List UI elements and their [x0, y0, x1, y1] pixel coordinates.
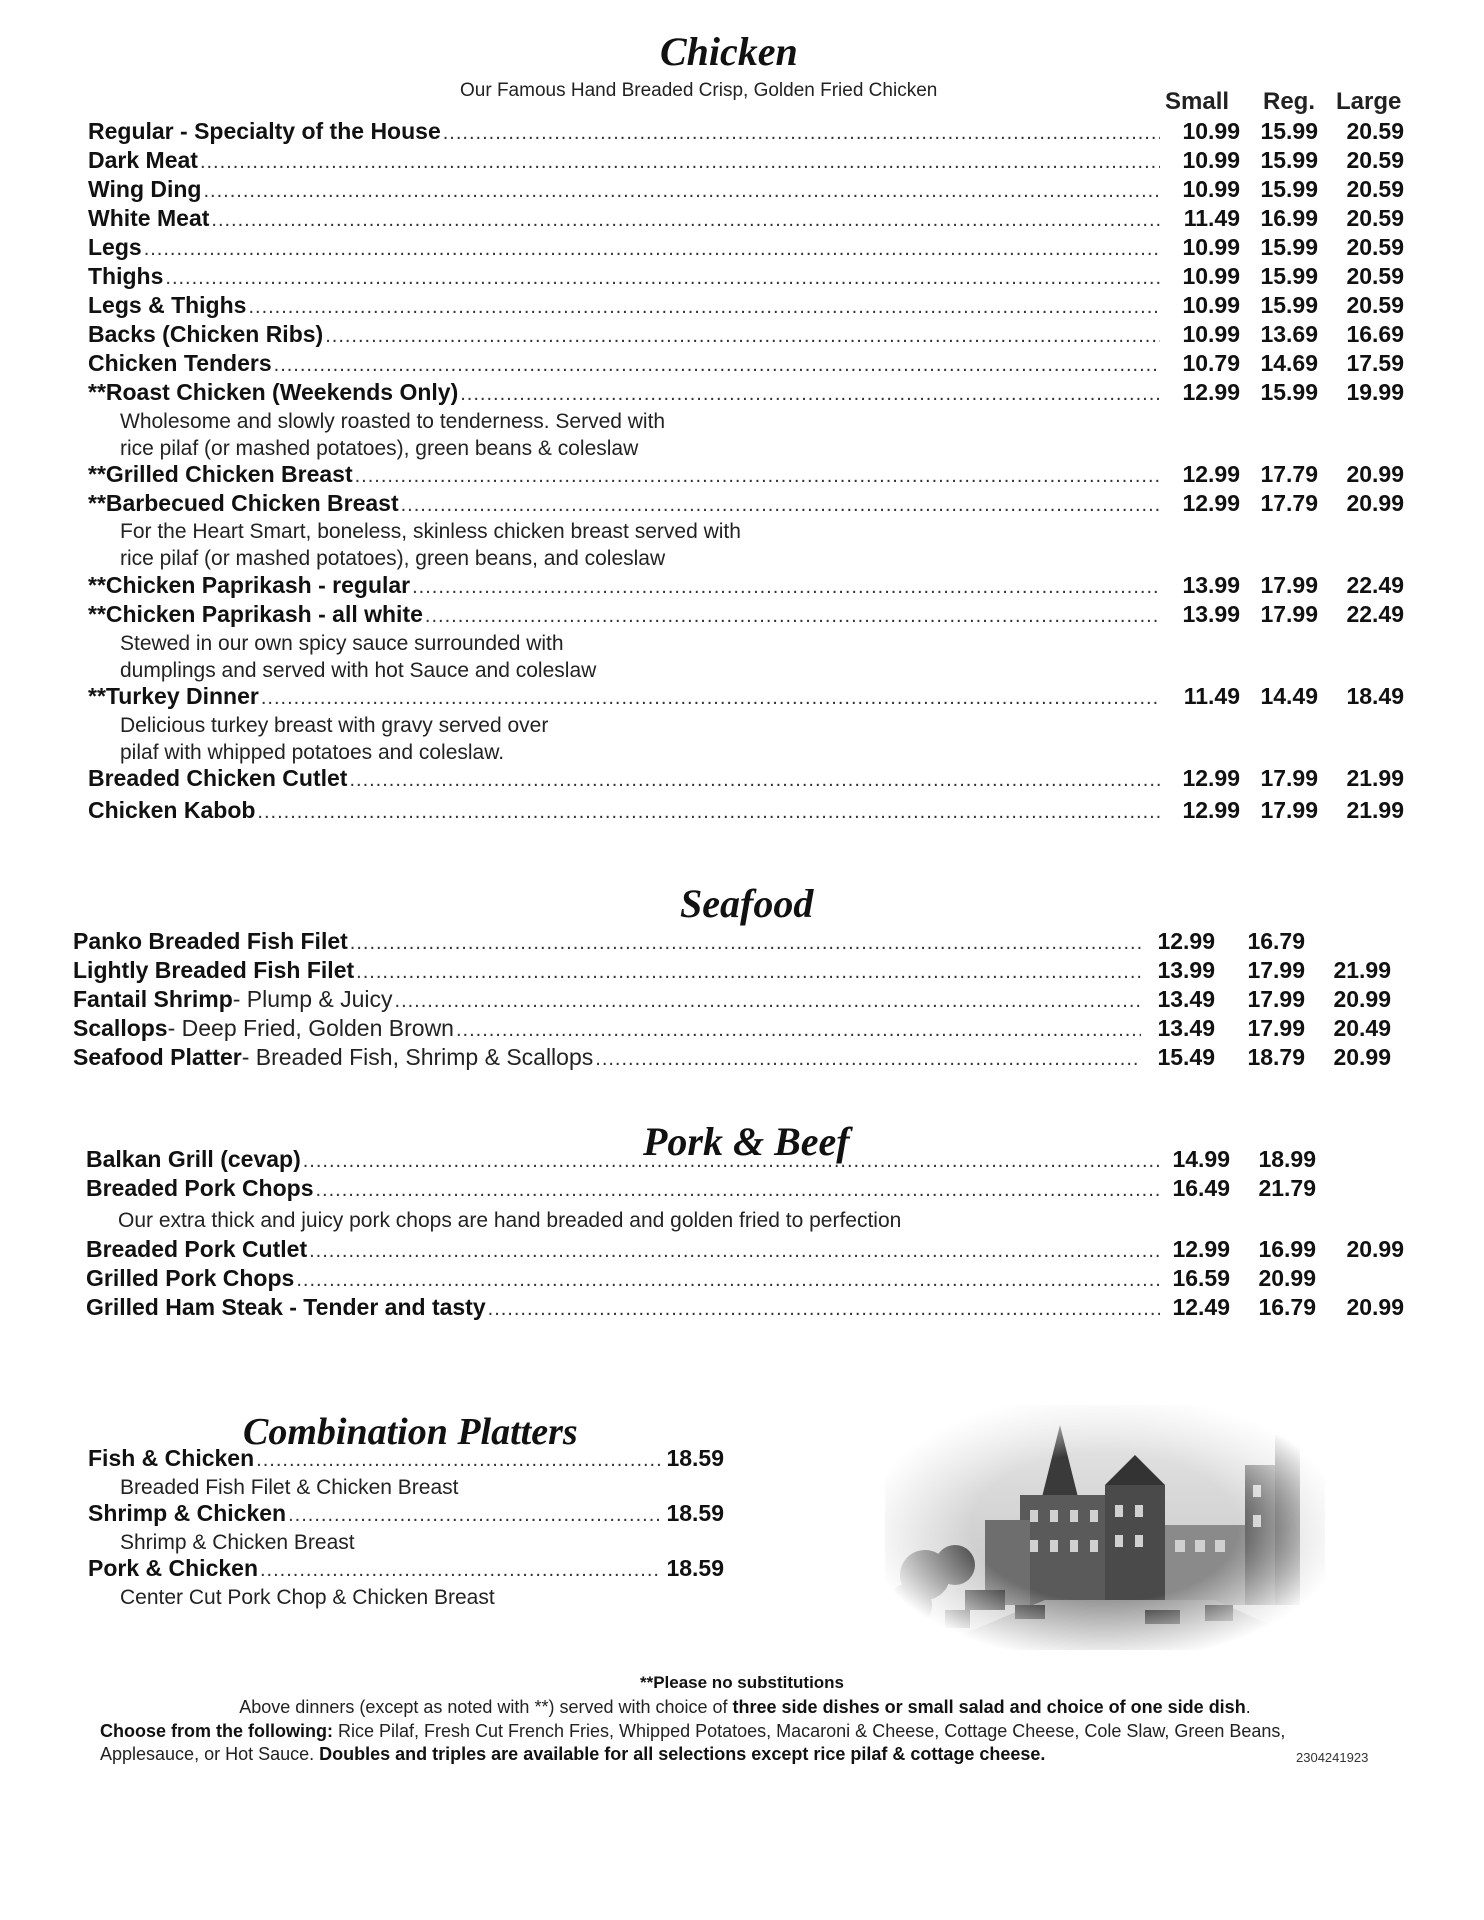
item-name: Breaded Chicken Cutlet: [88, 765, 348, 791]
item-prices: [1162, 683, 1404, 710]
chicken-tagline: Our Famous Hand Breaded Crisp, Golden Fried Chicken: [460, 80, 938, 101]
item-name: **Barbecued Chicken Breast: [88, 490, 399, 516]
price-large: 20.59: [1346, 176, 1404, 202]
item-name: Legs & Thighs: [88, 292, 247, 318]
price-large: 20.59: [1346, 205, 1404, 231]
combination-item-description: Center Cut Pork Chop & Chicken Breast: [120, 1586, 495, 1609]
price-regular: 17.99: [1260, 765, 1318, 791]
item-name: Regular - Specialty of the House: [88, 118, 441, 144]
price-regular: 18.79: [1247, 1044, 1305, 1070]
item-prices: [662, 1555, 724, 1582]
price-regular: 13.69: [1260, 321, 1318, 347]
price-large: 20.99: [1333, 986, 1391, 1012]
dot-leader: [296, 1269, 1160, 1292]
dot-leader: [200, 151, 1160, 174]
price-large: 20.99: [1346, 1236, 1404, 1262]
price-large: 16.69: [1346, 321, 1404, 347]
seafood-item-row: [73, 928, 1391, 956]
item-prices: [1162, 1146, 1404, 1173]
item-prices: [1162, 461, 1404, 488]
chicken-item-row: [88, 461, 1404, 489]
dot-leader: [211, 209, 1160, 232]
footer-line-1-bold: three side dishes or small salad and choice of one side dish: [732, 1697, 1246, 1717]
combination-item-description: Breaded Fish Filet & Chicken Breast: [120, 1476, 459, 1499]
item-name: Breaded Pork Cutlet: [86, 1236, 308, 1262]
price-small: 15.49: [1157, 1044, 1215, 1070]
no-substitutions-note: **Please no substitutions: [639, 1673, 845, 1692]
price-large: 20.59: [1346, 234, 1404, 260]
combination-item-row: [88, 1555, 724, 1583]
combination-item-description: Shrimp & Chicken Breast: [120, 1531, 355, 1554]
item-prices: [1162, 205, 1404, 232]
footer-line-2: [100, 1720, 1380, 1766]
item-prices: [1162, 263, 1404, 290]
price-regular: 17.79: [1260, 461, 1318, 487]
pork-beef-item-row: [86, 1265, 1404, 1293]
price-large: [1305, 928, 1391, 955]
item-name: Balkan Grill (cevap): [86, 1146, 301, 1172]
item-subtitle: - Plump & Juicy: [232, 986, 393, 1012]
price-large: 20.49: [1333, 1015, 1391, 1041]
price-regular: 14.49: [1260, 683, 1318, 709]
price-regular: 16.99: [1260, 205, 1318, 231]
chicken-item-row: [88, 147, 1404, 175]
item-name: Chicken Tenders: [88, 350, 272, 376]
dot-leader: [350, 932, 1141, 955]
price-regular: 15.99: [1260, 292, 1318, 318]
chicken-item-row: [88, 490, 1404, 518]
dot-leader: [257, 801, 1160, 824]
dot-leader: [248, 296, 1160, 319]
dot-leader: [395, 990, 1141, 1013]
dot-leader: [412, 576, 1160, 599]
price-small: 13.99: [1182, 601, 1240, 627]
chicken-section-title: Chicken: [660, 29, 798, 74]
item-prices: [1162, 350, 1404, 377]
price-regular: 18.99: [1258, 1146, 1316, 1172]
chicken-item-row: [88, 205, 1404, 233]
price-small: 10.99: [1182, 321, 1240, 347]
column-header-small: Small: [1165, 88, 1230, 115]
item-name: **Chicken Paprikash - all white: [88, 601, 423, 627]
item-name: Backs (Chicken Ribs): [88, 321, 324, 347]
dot-leader: [325, 325, 1160, 348]
item-name: Seafood Platter: [73, 1044, 242, 1070]
dot-leader: [288, 1504, 660, 1527]
item-prices: [1162, 572, 1404, 599]
item-name: Dark Meat: [88, 147, 198, 173]
footer-line-1: [100, 1697, 1390, 1718]
dot-leader: [460, 383, 1160, 406]
item-prices: [1162, 1265, 1404, 1292]
item-prices: [662, 1445, 724, 1472]
price-large: 20.99: [1346, 1294, 1404, 1320]
price-regular: 17.79: [1260, 490, 1318, 516]
price-small: 14.99: [1172, 1146, 1230, 1172]
paprikash-description-1: Stewed in our own spicy sauce surrounded with: [120, 632, 564, 655]
combination-item-row: [88, 1500, 724, 1528]
price-small: 18.59: [666, 1500, 724, 1526]
price-small: 16.49: [1172, 1175, 1230, 1201]
column-header-large: Large: [1336, 88, 1402, 115]
item-name: Fantail Shrimp: [73, 986, 233, 1012]
item-prices: [1162, 490, 1404, 517]
item-name: Thighs: [88, 263, 164, 289]
item-name: Legs: [88, 234, 142, 260]
price-regular: 16.79: [1258, 1294, 1316, 1320]
footer-choose-label: Choose from the following:: [100, 1721, 333, 1741]
chicken-item-row: [88, 234, 1404, 262]
price-large: 22.49: [1346, 601, 1404, 627]
chicken-item-row: [88, 321, 1404, 349]
item-prices: [1162, 1175, 1404, 1202]
turkey-dinner-description-1: Delicious turkey breast with gravy served over: [120, 714, 549, 737]
seafood-item-row: [73, 1015, 1391, 1043]
dot-leader: [203, 180, 1160, 203]
item-name: Lightly Breaded Fish Filet: [73, 957, 355, 983]
roast-chicken-description-2: rice pilaf (or mashed potatoes), green beans & coleslaw: [120, 437, 639, 460]
price-small: 13.49: [1157, 986, 1215, 1012]
footer-sides-list: Rice Pilaf, Fresh Cut French Fries, Whipped Potatoes, Macaroni & Cheese, Cottage Cheese, Cole Slaw, Green Beans, Applesauce, or Hot Sauce.: [100, 1721, 1286, 1764]
item-name: **Turkey Dinner: [88, 683, 259, 709]
item-name: Wing Ding: [88, 176, 202, 202]
price-large: 20.99: [1333, 1044, 1391, 1070]
price-regular: 14.69: [1260, 350, 1318, 376]
seafood-item-row: [73, 986, 1391, 1014]
item-prices: [1162, 765, 1404, 792]
item-prices: [1162, 118, 1404, 145]
price-small: 13.99: [1182, 572, 1240, 598]
price-large: 20.59: [1346, 147, 1404, 173]
price-small: 18.59: [666, 1555, 724, 1581]
price-regular: 16.99: [1258, 1236, 1316, 1262]
dot-leader: [401, 494, 1160, 517]
dot-leader: [165, 267, 1160, 290]
price-regular: 16.79: [1247, 928, 1305, 954]
item-name: Chicken Kabob: [88, 797, 256, 823]
item-name: Fish & Chicken: [88, 1445, 255, 1471]
pork-beef-section-title: Pork & Beef: [643, 1119, 850, 1164]
price-large: [1316, 1146, 1404, 1173]
price-small: 12.49: [1172, 1294, 1230, 1320]
item-prices: [1162, 292, 1404, 319]
price-small: 10.99: [1182, 292, 1240, 318]
dot-leader: [303, 1150, 1160, 1173]
chicken-item-row: [88, 292, 1404, 320]
price-large: 18.49: [1346, 683, 1404, 709]
price-small: 11.49: [1183, 205, 1240, 231]
dot-leader: [425, 605, 1160, 628]
chicken-item-row: [88, 379, 1404, 407]
price-regular: 17.99: [1260, 797, 1318, 823]
pork-chops-description: Our extra thick and juicy pork chops are hand breaded and golden fried to perfection: [118, 1209, 902, 1232]
footer-line-1-end: .: [1245, 1697, 1251, 1717]
price-regular: 20.99: [1258, 1265, 1316, 1291]
price-regular: 15.99: [1260, 234, 1318, 260]
pork-beef-item-row: [86, 1236, 1404, 1264]
dot-leader: [261, 687, 1160, 710]
item-name: Panko Breaded Fish Filet: [73, 928, 348, 954]
price-small: 10.99: [1182, 176, 1240, 202]
price-small: 13.49: [1157, 1015, 1215, 1041]
pork-beef-item-row: [86, 1146, 1404, 1174]
chicken-item-row: [88, 765, 1404, 793]
price-large: 20.99: [1346, 490, 1404, 516]
chicken-item-row: [88, 572, 1404, 600]
item-prices: [1143, 1015, 1391, 1042]
item-name: Scallops: [73, 1015, 168, 1041]
item-name: Shrimp & Chicken: [88, 1500, 287, 1526]
price-large: 21.99: [1346, 765, 1404, 791]
price-large: [1316, 1175, 1404, 1202]
turkey-dinner-description-2: pilaf with whipped potatoes and coleslaw.: [120, 741, 505, 764]
price-small: 10.99: [1182, 263, 1240, 289]
price-regular: 17.99: [1260, 601, 1318, 627]
bbq-chicken-description-2: rice pilaf (or mashed potatoes), green beans, and coleslaw: [120, 547, 666, 570]
chicken-item-row: [88, 176, 1404, 204]
dot-leader: [274, 354, 1160, 377]
item-prices: [1162, 797, 1404, 824]
item-prices: [1143, 1044, 1391, 1071]
footer-line-1-text: Above dinners (except as noted with **) served with choice of: [239, 1697, 733, 1717]
column-header-reg: Reg.: [1263, 88, 1316, 115]
item-prices: [1162, 601, 1404, 628]
dot-leader: [456, 1019, 1141, 1042]
item-name: **Roast Chicken (Weekends Only): [88, 379, 459, 405]
price-large: 21.99: [1346, 797, 1404, 823]
dot-leader: [595, 1048, 1141, 1071]
item-name: Breaded Pork Chops: [86, 1175, 314, 1201]
price-large: 19.99: [1346, 379, 1404, 405]
price-large: 20.59: [1346, 118, 1404, 144]
item-prices: [1162, 147, 1404, 174]
chicken-item-row: [88, 263, 1404, 291]
dot-leader: [256, 1449, 660, 1472]
chicken-item-row: [88, 118, 1404, 146]
item-name: **Grilled Chicken Breast: [88, 461, 353, 487]
chicken-item-row: [88, 601, 1404, 629]
price-regular: 17.99: [1247, 1015, 1305, 1041]
item-prices: [1143, 928, 1391, 955]
item-prices: [1143, 957, 1391, 984]
price-small: 12.99: [1182, 461, 1240, 487]
price-small: 12.99: [1182, 379, 1240, 405]
price-small: 18.59: [666, 1445, 724, 1471]
footer-doubles-note: Doubles and triples are available for all selections except rice pilaf & cottage cheese.: [319, 1744, 1046, 1764]
item-prices: [1162, 321, 1404, 348]
price-large: [1316, 1265, 1404, 1292]
dot-leader: [260, 1559, 660, 1582]
price-regular: 15.99: [1260, 176, 1318, 202]
price-large: 20.59: [1346, 292, 1404, 318]
roast-chicken-description-1: Wholesome and slowly roasted to tenderness. Served with: [120, 410, 666, 433]
menu-code: 2304241923: [1296, 1750, 1369, 1765]
item-prices: [1162, 1236, 1404, 1263]
item-subtitle: - Deep Fried, Golden Brown: [167, 1015, 454, 1041]
item-name: Grilled Pork Chops: [86, 1265, 295, 1291]
dot-leader: [309, 1240, 1160, 1263]
price-regular: 21.79: [1258, 1175, 1316, 1201]
price-regular: 17.99: [1247, 957, 1305, 983]
dot-leader: [356, 961, 1141, 984]
price-large: 22.49: [1346, 572, 1404, 598]
vintage-street-photo: [885, 1405, 1325, 1650]
seafood-item-row: [73, 957, 1391, 985]
dot-leader: [349, 769, 1160, 792]
item-name: Grilled Ham Steak - Tender and tasty: [86, 1294, 486, 1320]
item-name: Pork & Chicken: [88, 1555, 258, 1581]
chicken-item-row: [88, 797, 1404, 825]
price-small: 12.99: [1182, 797, 1240, 823]
pork-beef-item-row: [86, 1294, 1404, 1322]
price-small: 12.99: [1157, 928, 1215, 954]
item-prices: [1162, 1294, 1404, 1321]
seafood-item-row: [73, 1044, 1391, 1072]
price-small: 12.99: [1182, 765, 1240, 791]
price-large: 21.99: [1333, 957, 1391, 983]
item-prices: [1162, 176, 1404, 203]
price-small: 12.99: [1182, 490, 1240, 516]
price-small: 10.79: [1182, 350, 1240, 376]
price-regular: 15.99: [1260, 147, 1318, 173]
item-prices: [1143, 986, 1391, 1013]
price-small: 13.99: [1157, 957, 1215, 983]
price-large: 17.59: [1346, 350, 1404, 376]
price-regular: 17.99: [1247, 986, 1305, 1012]
price-large: 20.59: [1346, 263, 1404, 289]
dot-leader: [488, 1298, 1160, 1321]
price-small: 10.99: [1182, 147, 1240, 173]
price-regular: 15.99: [1260, 263, 1318, 289]
item-name: **Chicken Paprikash - regular: [88, 572, 411, 598]
chicken-item-row: [88, 350, 1404, 378]
item-prices: [1162, 379, 1404, 406]
price-small: 11.49: [1183, 683, 1240, 709]
combination-item-row: [88, 1445, 724, 1473]
pork-beef-item-row: [86, 1175, 1404, 1203]
bbq-chicken-description-1: For the Heart Smart, boneless, skinless chicken breast served with: [120, 520, 741, 543]
dot-leader: [144, 238, 1160, 261]
item-prices: [662, 1500, 724, 1527]
item-prices: [1162, 234, 1404, 261]
item-subtitle: - Breaded Fish, Shrimp & Scallops: [241, 1044, 594, 1070]
price-regular: 15.99: [1260, 118, 1318, 144]
price-small: 10.99: [1182, 118, 1240, 144]
price-regular: 17.99: [1260, 572, 1318, 598]
price-small: 10.99: [1182, 234, 1240, 260]
seafood-section-title: Seafood: [680, 881, 814, 926]
price-regular: 15.99: [1260, 379, 1318, 405]
paprikash-description-2: dumplings and served with hot Sauce and coleslaw: [120, 659, 597, 682]
item-name: White Meat: [88, 205, 210, 231]
dot-leader: [443, 122, 1160, 145]
price-small: 12.99: [1172, 1236, 1230, 1262]
dot-leader: [355, 465, 1160, 488]
price-large: 20.99: [1346, 461, 1404, 487]
dot-leader: [316, 1179, 1161, 1202]
chicken-item-row: [88, 683, 1404, 711]
price-small: 16.59: [1172, 1265, 1230, 1291]
combination-section-title: Combination Platters: [243, 1411, 578, 1453]
